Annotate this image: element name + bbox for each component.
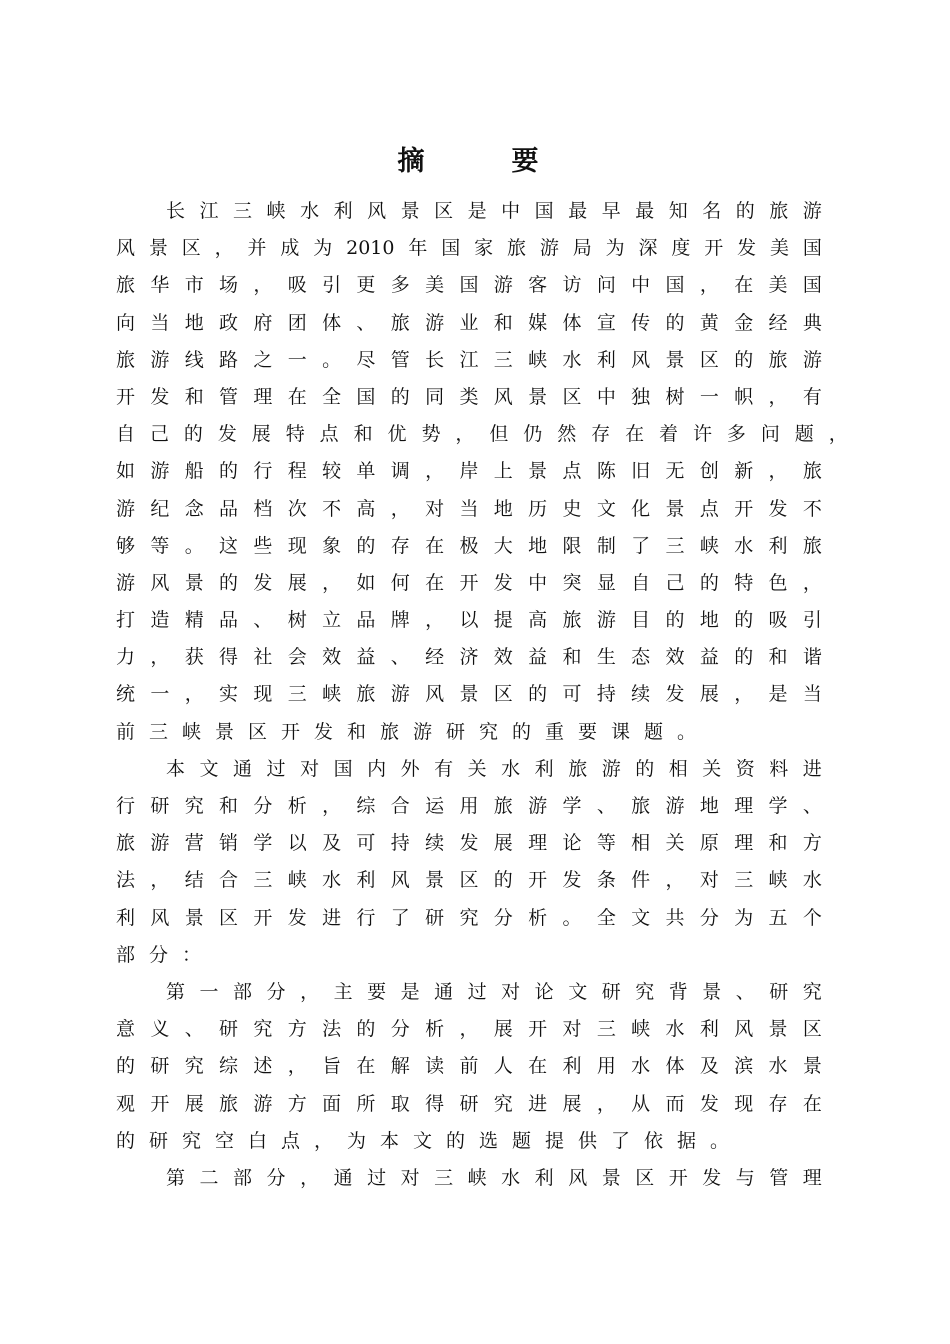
text-line: 打 造 精 品 、 树 立 品 牌 ， 以 提 高 旅 游 目 的 地 的 吸 引: [116, 609, 822, 632]
text-line: 利 风 景 区 开 发 进 行 了 研 究 分 析 。 全 文 共 分 为 五 个: [116, 906, 822, 929]
text-line: 前三峡景区开发和旅游研究的重要课题。: [116, 720, 711, 743]
text-line: 意 义 、 研 究 方 法 的 分 析 ， 展 开 对 三 峡 水 利 风 景 区: [116, 1018, 822, 1041]
text-line: 第 二 部 分 ， 通 过 对 三 峡 水 利 风 景 区 开 发 与 管 理: [166, 1166, 822, 1189]
text-line: 向 当 地 政 府 团 体 、 旅 游 业 和 媒 体 宣 传 的 黄 金 经 典: [116, 311, 822, 334]
abstract-body: [116, 193, 848, 1197]
text-line: 的研究空白点，为本文的选题提供了依据。: [116, 1129, 744, 1152]
text-line: 旅 游 营 销 学 以 及 可 持 续 发 展 理 论 等 相 关 原 理 和 方: [116, 832, 822, 855]
text-line: 风 景 区 ， 并 成 为 2010 年 国 家 旅 游 局 为 深 度 开 发 美 国: [116, 237, 822, 260]
text-line: 观 开 展 旅 游 方 面 所 取 得 研 究 进 展 ， 从 而 发 现 存 在: [116, 1092, 822, 1115]
text-line: 旅 游 线 路 之 一 。 尽 管 长 江 三 峡 水 利 风 景 区 的 旅 游: [116, 348, 822, 371]
text-line: 旅 华 市 场 ， 吸 引 更 多 美 国 游 客 访 问 中 国 ， 在 美 国: [116, 274, 822, 297]
text-line: 够 等 。 这 些 现 象 的 存 在 极 大 地 限 制 了 三 峡 水 利 旅: [116, 534, 822, 557]
text-line: 长 江 三 峡 水 利 风 景 区 是 中 国 最 早 最 知 名 的 旅 游: [166, 200, 822, 222]
text-line: 部分：: [116, 943, 216, 966]
text-line: 力 ， 获 得 社 会 效 益 、 经 济 效 益 和 生 态 效 益 的 和 谐: [116, 646, 822, 669]
text-line: 如 游 船 的 行 程 较 单 调 ， 岸 上 景 点 陈 旧 无 创 新 ， 旅: [116, 460, 822, 483]
text-line: 的 研 究 综 述 ， 旨 在 解 读 前 人 在 利 用 水 体 及 滨 水 景: [116, 1055, 822, 1078]
text-line: 法 ， 结 合 三 峡 水 利 风 景 区 的 开 发 条 件 ， 对 三 峡 水: [116, 869, 822, 892]
text-line: 第 一 部 分 ， 主 要 是 通 过 对 论 文 研 究 背 景 、 研 究: [166, 980, 822, 1003]
text-line: 行 研 究 和 分 析 ， 综 合 运 用 旅 游 学 、 旅 游 地 理 学 、: [116, 795, 822, 817]
text-line: 自 己 的 发 展 特 点 和 优 势 ， 但 仍 然 存 在 着 许 多 问 题 ，: [116, 423, 848, 446]
text-line: 本 文 通 过 对 国 内 外 有 关 水 利 旅 游 的 相 关 资 料 进: [166, 757, 822, 780]
text-line: 开 发 和 管 理 在 全 国 的 同 类 风 景 区 中 独 树 一 帜 ， 有: [116, 385, 822, 408]
text-line: 游 纪 念 品 档 次 不 高 ， 对 当 地 历 史 文 化 景 点 开 发 不: [116, 497, 822, 520]
text-line: 游 风 景 的 发 展 ， 如 何 在 开 发 中 突 显 自 己 的 特 色 ，: [116, 571, 822, 594]
page-title: 摘 要: [397, 146, 569, 177]
text-line: 统 一 ， 实 现 三 峡 旅 游 风 景 区 的 可 持 续 发 展 ， 是 当: [116, 683, 822, 706]
